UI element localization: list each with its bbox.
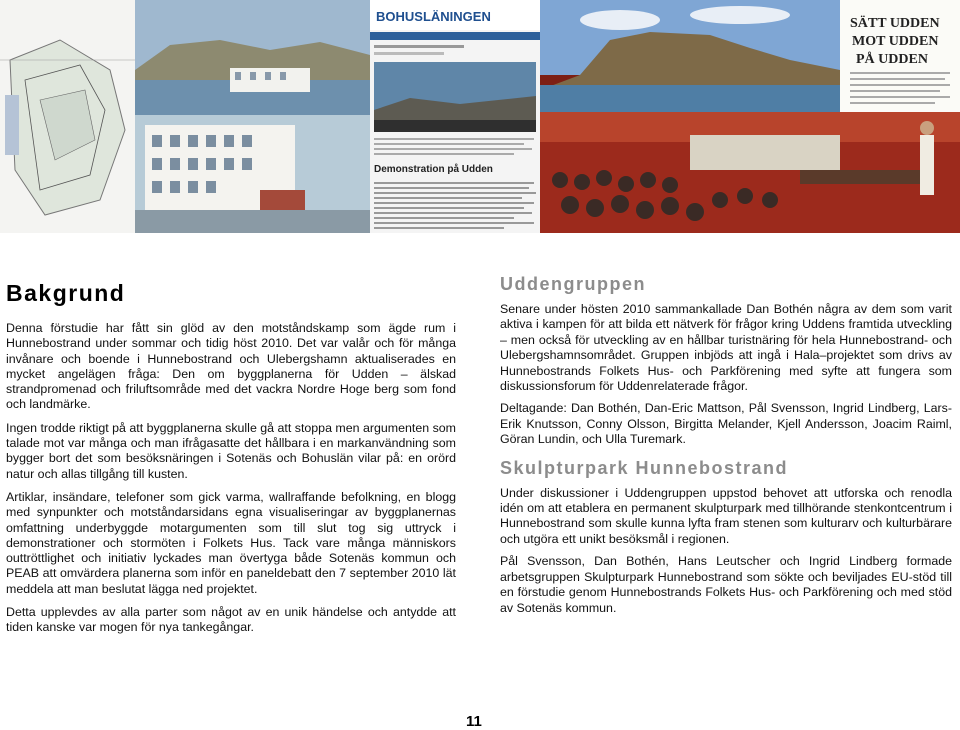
paragraph: Artiklar, insändare, telefoner som gick varma, wallraffande befolkning, en blogg med synpunkter och motståndarsidans egna visualiseringar av byggplanernas omfattning underbyggde motargumenten som till slut tog sig uttryck i demonstrationer och stormöten i Folkets Hus. Tack vare många människors outtröttlighet och initiativ lyckades man övertyga både Sotenäs kommun och PEAB att omvärdera planerna som inför en paneldebatt den 7 september 2010 lät meddela att man beslutat lägga ned projektet. — [6, 489, 456, 596]
paragraph: Denna förstudie har fått sin glöd av den motståndskamp som ägde rum i Hunnebostrand under sommar och tidig höst 2010. Det var valår och för många invånare och boende i Hunnebostrand och Ulebergshamn aktualiserades en mycket angelägen fråga: Den om byggplanerna för Udden – älskad strandpromenad och friluftsområde med det vackra Nordre Hoge berg som fond och landmärke. — [6, 321, 456, 412]
render-photo — [0, 0, 370, 233]
poster-line-2: MOT UDDEN — [852, 34, 939, 49]
poster-line-1: SÄTT UDDEN — [850, 16, 940, 31]
left-column — [6, 274, 456, 644]
paragraph: Deltagande: Dan Bothén, Dan-Eric Mattson, Pål Svensson, Ingrid Lindberg, Lars-Erik Knutsson, Conny Olsson, Birgitta Melander, Kjell Andersson, Joacim Raiml, Göran Lundin, och Ulla Turemark. — [500, 401, 952, 447]
heading-skulpturpark: Skulpturpark Hunnebostrand — [500, 457, 789, 478]
heading-uddengruppen: Uddengruppen — [500, 274, 646, 294]
meeting-photo — [540, 0, 960, 233]
paragraph: Ingen trodde riktigt på att byggplanerna skulle gå att stoppa men argumenten som talade mot var många och man ifrågasatte det hållbara i en markanvändning som bygger bort det som besöksnäringen i Sotenäs och Bohuslän vilar på: en orörd natur och allas tillgång till kusten. — [6, 420, 456, 481]
newspaper-headline: Demonstration på Udden — [374, 164, 493, 175]
paragraph: Under diskussioner i Uddengruppen uppstod behovet att utforska och renodla idén om att etablera en permanent skulpturpark med tillhörande stenkontcentrum i Hunnebostrand som skulle kunna lyfta fram stenen som kulturarv och kulturbärare och utgöra ett unikt besöksmål i regionen. — [500, 485, 952, 546]
page-number: 11 — [466, 713, 482, 730]
newspaper-clipping — [370, 0, 540, 233]
masthead: BOHUSLÄNINGEN — [376, 9, 491, 24]
right-column — [500, 274, 952, 623]
paragraph: Pål Svensson, Dan Bothén, Hans Leutscher och Ingrid Lindberg formade arbetsgruppen Skulpturpark Hunnebostrand som sökte och beviljades EU-stöd till en förstudie genom Hunnebostrands Folkets Hus- och Parkförening och med stöd av Sotenäs kommun. — [500, 554, 952, 615]
paragraph: Detta upplevdes av alla parter som något av en unik händelse och antydde att tiden kanske var mogen för nya tankegångar. — [6, 605, 456, 635]
poster-line-3: PÅ UDDEN — [856, 52, 928, 67]
paragraph: Senare under hösten 2010 sammankallade Dan Bothén några av dem som varit aktiva i kampen för att bilda ett nätverk för frågor kring Uddens framtida utveckling – men också för utveckling av en hållbar turistnäring för hela Hunnebostrand- och Ulebergshamnsområdet. Gruppen inbjöds att ingå i Hala–projektet som drivs av Hunnebostrands Folkets Hus- och Parkförening med syfte att fungera som diskussionsforum för Uddenrelaterade frågor. — [500, 302, 952, 394]
heading-bakgrund: Bakgrund — [6, 280, 126, 306]
